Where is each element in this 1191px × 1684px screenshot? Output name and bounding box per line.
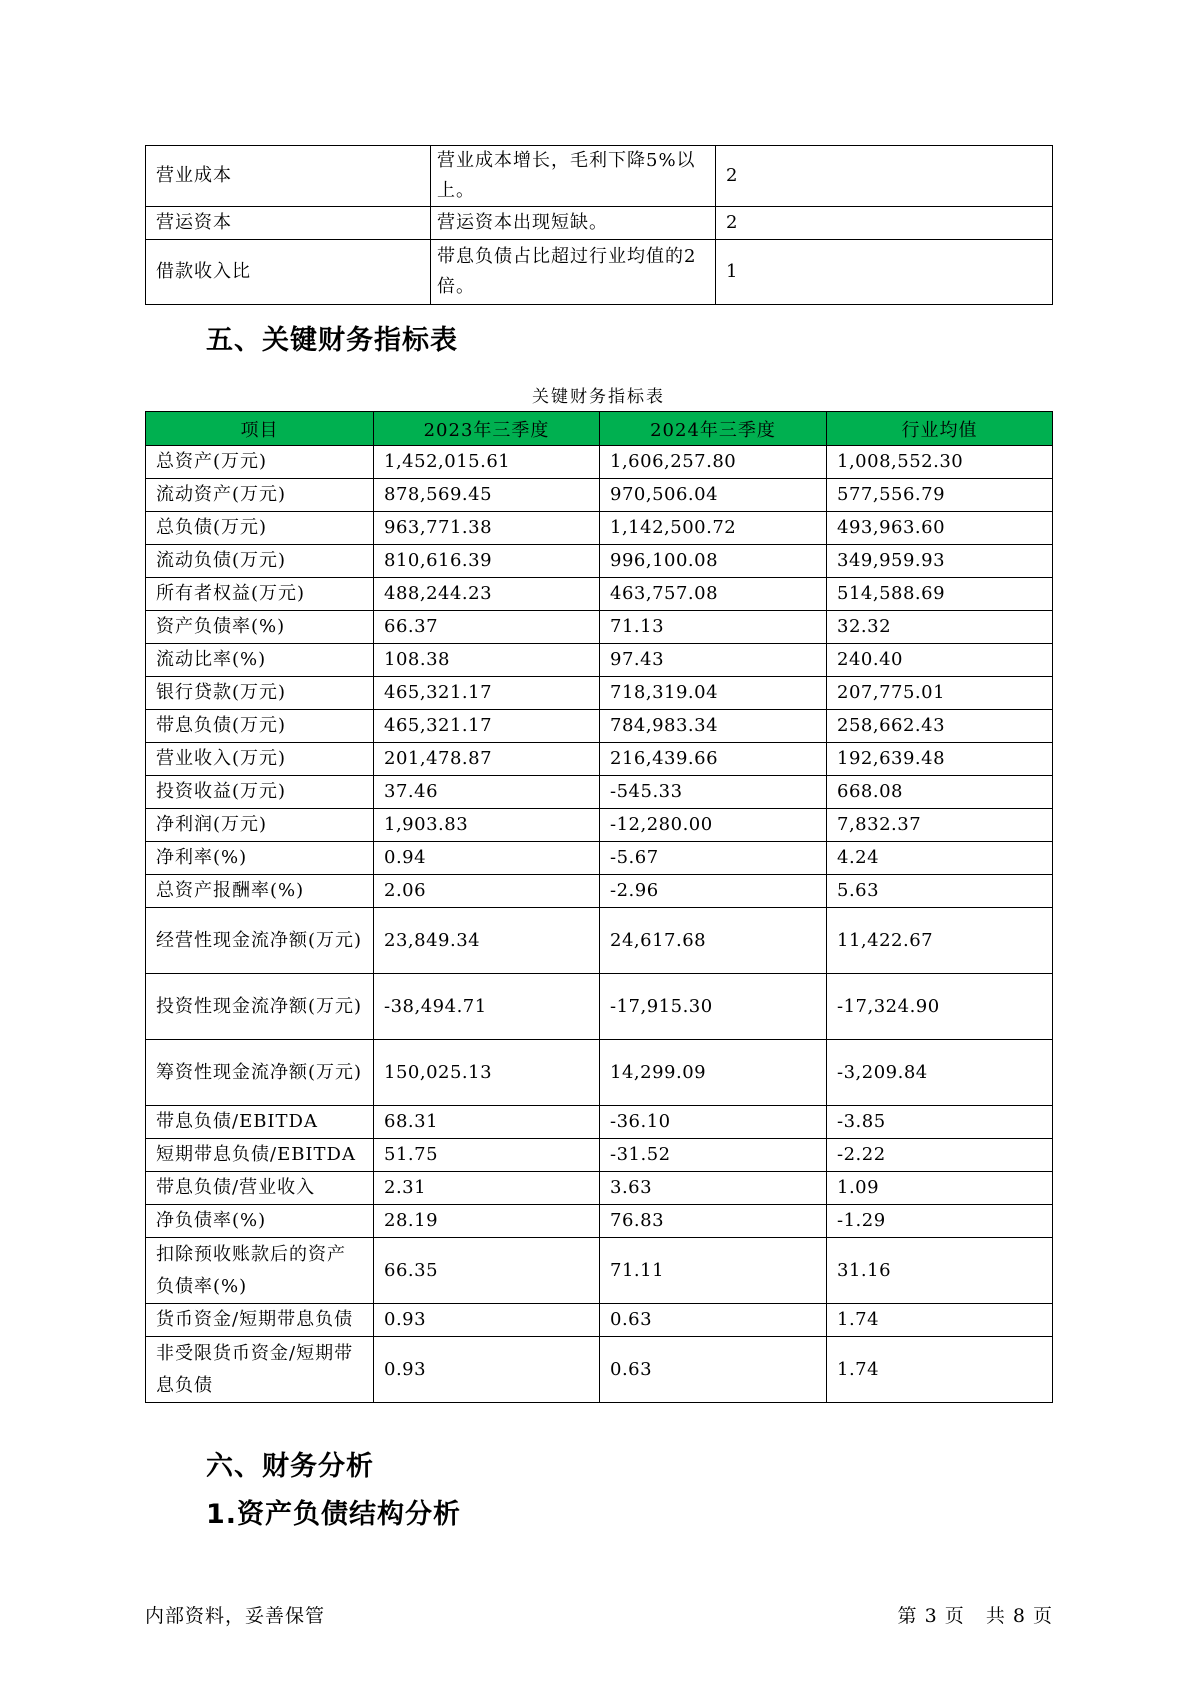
indicator-value-cell: 514,588.69 xyxy=(827,578,1053,611)
indicator-value-cell: -38,494.71 xyxy=(374,974,600,1040)
indicator-value-cell: 810,616.39 xyxy=(374,545,600,578)
indicator-value-cell: 963,771.38 xyxy=(374,512,600,545)
indicator-value-cell: 0.94 xyxy=(374,842,600,875)
indicator-value-cell: 14,299.09 xyxy=(600,1040,827,1106)
table-row xyxy=(146,611,1053,644)
table-row xyxy=(146,974,1053,1040)
indicator-value-cell: 32.32 xyxy=(827,611,1053,644)
indicator-value-cell: 23,849.34 xyxy=(374,908,600,974)
indicator-value-cell: 207,775.01 xyxy=(827,677,1053,710)
indicator-value-cell: 37.46 xyxy=(374,776,600,809)
risk-condition-cell: 带息负债占比超过行业均值的2倍。 xyxy=(431,240,716,305)
table-row xyxy=(146,677,1053,710)
indicator-value-cell: 1,008,552.30 xyxy=(827,446,1053,479)
column-header: 2024年三季度 xyxy=(600,412,827,446)
indicator-value-cell: -3,209.84 xyxy=(827,1040,1053,1106)
table-row xyxy=(146,1238,1053,1304)
indicator-value-cell: 1.74 xyxy=(827,1337,1053,1403)
indicator-value-cell: 66.35 xyxy=(374,1238,600,1304)
risk-criteria-table xyxy=(145,145,1053,305)
table-row xyxy=(146,875,1053,908)
indicator-name-cell: 营业收入(万元) xyxy=(146,743,374,776)
table-header-row xyxy=(146,412,1053,446)
indicator-value-cell: -36.10 xyxy=(600,1106,827,1139)
indicator-value-cell: 7,832.37 xyxy=(827,809,1053,842)
section-heading-five: 五、关键财务指标表 xyxy=(206,325,458,356)
column-header: 项目 xyxy=(146,412,374,446)
indicator-name-cell: 所有者权益(万元) xyxy=(146,578,374,611)
table-row xyxy=(146,644,1053,677)
indicator-name-cell: 带息负债/EBITDA xyxy=(146,1106,374,1139)
risk-item-cell: 营运资本 xyxy=(146,207,431,240)
table-row xyxy=(146,240,1053,305)
indicator-value-cell: -2.96 xyxy=(600,875,827,908)
indicator-value-cell: 66.37 xyxy=(374,611,600,644)
footer-confidential-note: 内部资料，妥善保管 xyxy=(145,1605,326,1627)
indicator-value-cell: -1.29 xyxy=(827,1205,1053,1238)
table-row xyxy=(146,512,1053,545)
indicator-value-cell: 465,321.17 xyxy=(374,710,600,743)
indicator-value-cell: 150,025.13 xyxy=(374,1040,600,1106)
indicator-value-cell: 2.06 xyxy=(374,875,600,908)
indicator-value-cell: -545.33 xyxy=(600,776,827,809)
indicator-value-cell: -31.52 xyxy=(600,1139,827,1172)
indicator-value-cell: 349,959.93 xyxy=(827,545,1053,578)
indicator-value-cell: 11,422.67 xyxy=(827,908,1053,974)
indicator-name-cell: 筹资性现金流净额(万元) xyxy=(146,1040,374,1106)
table-row xyxy=(146,1040,1053,1106)
indicator-name-cell: 货币资金/短期带息负债 xyxy=(146,1304,374,1337)
indicator-value-cell: 1.74 xyxy=(827,1304,1053,1337)
indicator-value-cell: 463,757.08 xyxy=(600,578,827,611)
indicator-value-cell: 996,100.08 xyxy=(600,545,827,578)
indicator-name-cell: 总资产报酬率(%) xyxy=(146,875,374,908)
risk-item-cell: 营业成本 xyxy=(146,146,431,207)
indicator-name-cell: 投资性现金流净额(万元) xyxy=(146,974,374,1040)
indicator-value-cell: 493,963.60 xyxy=(827,512,1053,545)
table-row xyxy=(146,446,1053,479)
indicator-name-cell: 带息负债(万元) xyxy=(146,710,374,743)
indicator-value-cell: 28.19 xyxy=(374,1205,600,1238)
risk-score-cell: 2 xyxy=(716,146,1053,207)
table-row xyxy=(146,479,1053,512)
risk-score-cell: 1 xyxy=(716,240,1053,305)
subsection-heading-balance-sheet-analysis: 1.资产负债结构分析 xyxy=(206,1499,462,1530)
indicator-value-cell: 0.63 xyxy=(600,1304,827,1337)
indicator-value-cell: 0.63 xyxy=(600,1337,827,1403)
table-row xyxy=(146,1106,1053,1139)
indicator-value-cell: -17,915.30 xyxy=(600,974,827,1040)
indicator-value-cell: 71.13 xyxy=(600,611,827,644)
indicator-value-cell: 878,569.45 xyxy=(374,479,600,512)
indicator-value-cell: -3.85 xyxy=(827,1106,1053,1139)
indicator-value-cell: 5.63 xyxy=(827,875,1053,908)
key-financial-indicators-table xyxy=(145,411,1053,1403)
indicator-value-cell: 51.75 xyxy=(374,1139,600,1172)
indicator-value-cell: 192,639.48 xyxy=(827,743,1053,776)
indicator-value-cell: 68.31 xyxy=(374,1106,600,1139)
indicator-value-cell: 718,319.04 xyxy=(600,677,827,710)
indicator-value-cell: -17,324.90 xyxy=(827,974,1053,1040)
risk-condition-cell: 营运资本出现短缺。 xyxy=(431,207,716,240)
table-caption: 关键财务指标表 xyxy=(532,387,665,407)
table-row xyxy=(146,146,1053,207)
table-row xyxy=(146,1139,1053,1172)
table-row xyxy=(146,1337,1053,1403)
risk-condition-cell: 营业成本增长，毛利下降5%以上。 xyxy=(431,146,716,207)
indicator-value-cell: 3.63 xyxy=(600,1172,827,1205)
indicator-value-cell: 240.40 xyxy=(827,644,1053,677)
footer-page-number: 第 3 页 共 8 页 xyxy=(897,1605,1053,1627)
indicator-name-cell: 流动比率(%) xyxy=(146,644,374,677)
indicator-name-cell: 扣除预收账款后的资产负债率(%) xyxy=(146,1238,374,1304)
indicator-value-cell: -5.67 xyxy=(600,842,827,875)
table-row xyxy=(146,743,1053,776)
indicator-value-cell: 1.09 xyxy=(827,1172,1053,1205)
table-row xyxy=(146,1304,1053,1337)
table-row xyxy=(146,908,1053,974)
indicator-value-cell: 216,439.66 xyxy=(600,743,827,776)
section-heading-six: 六、财务分析 xyxy=(206,1451,374,1482)
indicator-value-cell: 31.16 xyxy=(827,1238,1053,1304)
indicator-name-cell: 净利润(万元) xyxy=(146,809,374,842)
table-row xyxy=(146,842,1053,875)
indicator-name-cell: 净负债率(%) xyxy=(146,1205,374,1238)
indicator-value-cell: 784,983.34 xyxy=(600,710,827,743)
indicator-name-cell: 非受限货币资金/短期带息负债 xyxy=(146,1337,374,1403)
indicator-name-cell: 净利率(%) xyxy=(146,842,374,875)
indicator-value-cell: 76.83 xyxy=(600,1205,827,1238)
indicator-value-cell: 0.93 xyxy=(374,1337,600,1403)
indicator-name-cell: 短期带息负债/EBITDA xyxy=(146,1139,374,1172)
indicator-name-cell: 流动资产(万元) xyxy=(146,479,374,512)
table-row xyxy=(146,578,1053,611)
indicator-name-cell: 总资产(万元) xyxy=(146,446,374,479)
indicator-value-cell: 1,903.83 xyxy=(374,809,600,842)
table-row xyxy=(146,207,1053,240)
indicator-value-cell: 488,244.23 xyxy=(374,578,600,611)
table-row xyxy=(146,1205,1053,1238)
indicator-value-cell: 465,321.17 xyxy=(374,677,600,710)
indicator-name-cell: 总负债(万元) xyxy=(146,512,374,545)
table-row xyxy=(146,1172,1053,1205)
indicator-name-cell: 银行贷款(万元) xyxy=(146,677,374,710)
indicator-value-cell: 1,142,500.72 xyxy=(600,512,827,545)
indicator-value-cell: 258,662.43 xyxy=(827,710,1053,743)
indicator-value-cell: 0.93 xyxy=(374,1304,600,1337)
risk-item-cell: 借款收入比 xyxy=(146,240,431,305)
table-row xyxy=(146,776,1053,809)
table-row xyxy=(146,710,1053,743)
indicator-value-cell: 24,617.68 xyxy=(600,908,827,974)
indicator-name-cell: 流动负债(万元) xyxy=(146,545,374,578)
column-header: 2023年三季度 xyxy=(374,412,600,446)
table-body xyxy=(146,446,1053,1403)
indicator-name-cell: 资产负债率(%) xyxy=(146,611,374,644)
table-row xyxy=(146,545,1053,578)
table-row xyxy=(146,809,1053,842)
indicator-name-cell: 投资收益(万元) xyxy=(146,776,374,809)
indicator-value-cell: 970,506.04 xyxy=(600,479,827,512)
indicator-value-cell: -12,280.00 xyxy=(600,809,827,842)
indicator-value-cell: 1,606,257.80 xyxy=(600,446,827,479)
column-header: 行业均值 xyxy=(827,412,1053,446)
indicator-name-cell: 带息负债/营业收入 xyxy=(146,1172,374,1205)
indicator-value-cell: 577,556.79 xyxy=(827,479,1053,512)
indicator-name-cell: 经营性现金流净额(万元) xyxy=(146,908,374,974)
indicator-value-cell: -2.22 xyxy=(827,1139,1053,1172)
indicator-value-cell: 1,452,015.61 xyxy=(374,446,600,479)
indicator-value-cell: 2.31 xyxy=(374,1172,600,1205)
indicator-value-cell: 4.24 xyxy=(827,842,1053,875)
indicator-value-cell: 97.43 xyxy=(600,644,827,677)
indicator-value-cell: 201,478.87 xyxy=(374,743,600,776)
indicator-value-cell: 668.08 xyxy=(827,776,1053,809)
indicator-value-cell: 71.11 xyxy=(600,1238,827,1304)
indicator-value-cell: 108.38 xyxy=(374,644,600,677)
risk-score-cell: 2 xyxy=(716,207,1053,240)
